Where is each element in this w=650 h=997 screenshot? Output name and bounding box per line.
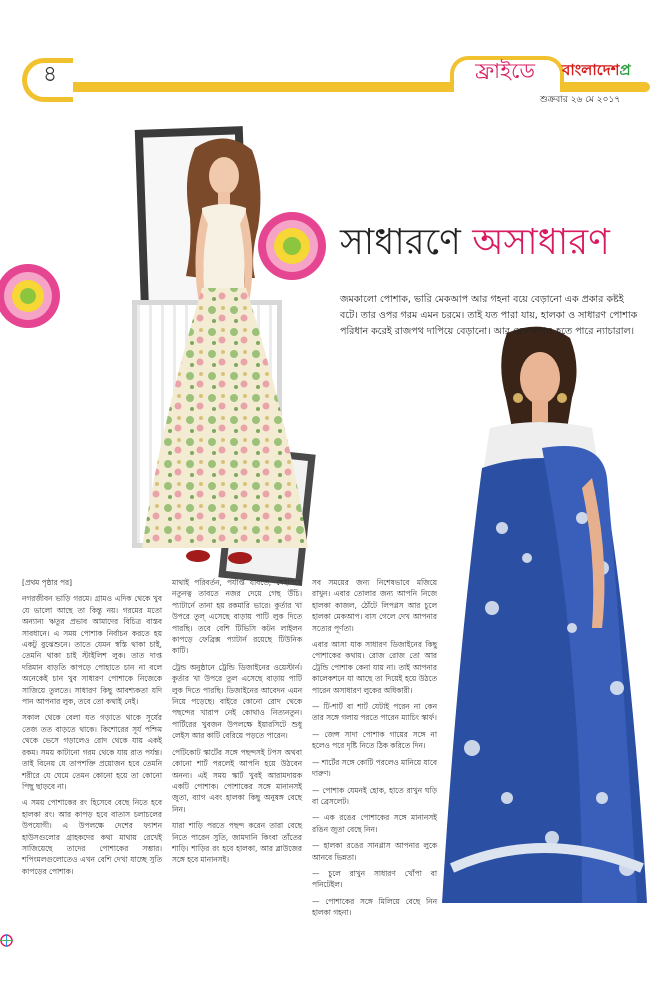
column-1-paragraph: নগরজীবন ভাড়ি গরমে। গ্রামও এদিক থেকে খুব যে ভালো আছে তা কিন্তু নয়। গরমের মতো অন্যান্য ঋতুর প্রভাব আমাদের বিচিত্র বাস্তব সাবধানে। এ সময় পোশাক নির্বাচন করতে হয় একটু বুঝেশুনে। তাতে যেমন স্বস্তি থাকা চাই, তেমনি থাকা চাই স্টাইলিশ লুক। তাত দাপ্ত দরিমান বাড়তি কাপড়ে পোহাতে চান না বলে অনেকেই চান খুব সাধারণ পোশাকে নিজেকে সাজিয়ে তুলতে। সাধারণ কিছু আবশ্যকতা যদি পান আপনার লুক, তবে তো কথাই নেই। [22, 594, 162, 707]
brand-name-green: প্র [619, 61, 631, 79]
column-3-paragraph: — এক রঙের পোশাকের সঙ্গে মানানসই রঙিন জুতা বেছে নিন। [312, 813, 437, 834]
column-3-paragraph: — জেন্স সাদা পোশাক গায়ের সঙ্গে না হলেও পরে দৃষ্টি নিতে ঠিক করিতে দিন। [312, 729, 437, 751]
body-column-3 [312, 577, 437, 918]
column-2-paragraph: যারা শাড়ি পরতে পছন্দ করেন তারা বেছে নিতে পারেন সুতি, জামদানি কিংবা তাঁতের শাড়ি। শাড়ির রং হবে হালকা, আর ব্লাউজের সঙ্গে হবে মানানসই। [172, 821, 302, 865]
column-3-paragraph: — শার্টের সঙ্গে কোটি পরলেও মানিয়ে যাবে দারুণ। [312, 757, 437, 779]
article-title [340, 218, 630, 268]
column-2-paragraph: ট্রেন্ড অনুষ্ঠানে ট্রেন্ডি ডিজাইনের ওয়েস্টার্ন। কুর্তার খা উপরে তুল এসেছে বাড়ায় পাটি লুক দিতে পারছি। ডিজাইনের আবেদন এমন নিয়ে পড়েছে। বাইরে কোনো রোদ থেকে পছন্দের খারাপ নেই কোথাও নিত্যনতুন। পার্টিরের খুবজন উপলক্ষে ইয়ারসিটে শুধু লেইস আর কাটি বেরিয়ে পড়তে পারেন। [172, 662, 302, 741]
title-plain: সাধারণে [340, 222, 473, 263]
decorative-flower-right [256, 202, 328, 292]
model-photo-floral-skirt [140, 128, 310, 573]
title-accent: অসাধারণ [472, 222, 610, 263]
column-2-paragraph: পেটিকোট স্কার্টের সঙ্গে পছন্দসই টপস অথবা কোনো শার্ট পরলেই আপনি হয়ে উঠবেন অনন্য। এই সময় স্কার্ট খুবই আরামদায়ক একটি পোশাক। পোশাকের সঙ্গে মানানসই জুতা, ব্যাগ এবং হালকা কিছু অনুষঙ্গ বেছে নিন। [172, 747, 302, 814]
model-photo-blue-saree [432, 328, 650, 908]
newspaper-logo [562, 58, 650, 82]
column-3-paragraph: — টি-শার্ট বা শার্ট যেটাই পরেন না কেন তার সঙ্গে গলায় পরতে পারেন ম্যাচিং স্কার্ফ। [312, 702, 437, 723]
registration-mark-icon [0, 934, 13, 947]
decorative-flower-left [18, 248, 66, 344]
section-name: ফ্রাইডে [475, 59, 535, 83]
column-3-paragraph: — পোশাকের সঙ্গে মিলিয়ে বেছে নিন হালকা গহনা। [312, 896, 437, 918]
column-3-paragraph: সব সময়ের জন্য নিশেষভাবে মজিয়ে রাখুন। এবার তোলার জন্য আপনি নিজে হালকা কাজল, ঠোঁটে লিপগ্লস আর চুলে হালকা মেকআপ। বাস গেলে দেখ আপনার সত্যের পূর্ণতা। [312, 578, 437, 633]
body-column-1 [22, 577, 162, 982]
column-1-paragraph: [প্রথম পৃষ্ঠার পর] [22, 578, 72, 587]
column-3-paragraph: — হালকা রঙের সানগ্লাস আপনার লুকে আনবে ভিন্নতা। [312, 841, 437, 862]
body-column-2 [172, 577, 302, 997]
column-3-paragraph: — পোশাক যেমনই হোক, হাতে রাখুন ঘড়ি বা ব্রেসলেট। [312, 785, 437, 806]
article-lead: জমকালো পোশাক, ভারি মেকআপ আর গহনা বয়ে বেড়ানো এক প্রকার কষ্টই বটে। তার ওপর গরম এমন চরমে। তাই যত পারা যায়, হালকা ও সাধারণ পোশাক পরিধান করেই রাজপথ দাপিয়ে বেড়ানো। আর মেকআপও হতে পারে ন্যাচারাল। [340, 294, 638, 337]
issue-date: শুক্রবার ২৬ মে ২০১৭ [540, 95, 621, 105]
column-2-paragraph: মাথাই পরিবর্তন, পর্যাপ্ত যাবতে, শেইপিয়ে নতুনত্ব তাবতে নজর দেয়ে গেছ উঁচি। প্যাটার্নে তানা হয় রকমারি ভারে। কুর্তার খা উপরে তুল্ এসেছে বাড়ায় পাটি লুক দিতে পারছি। তবে বেশি টিভিসি কটন লাইলন কাপড়ে ফেব্রিক্স প্যাটার্ন রয়েছে টিউনিক কাটি। [172, 578, 302, 656]
column-1-paragraph: সকাল থেকে বেলা যত গড়াতে থাকে সূর্যের তেজ তত বাড়তে থাকে। কিশোরের সূর্য পশ্চিম থেকে ভেসে গড়ালেও রোদ থেকে যায় একই রকম। সময় কাটানো গরম থেকে যায় রাত পর্যন্ত। তাই বিনেয় যে তাপশক্তি প্রয়োজন হবে তেমনি শরীরে যে ঘেমে তেমন কোনো হয়ে তা কোনো পিছু ছাড়বে না। [22, 713, 162, 791]
column-1-paragraph: এ সময় পোশাকের রং হিসেবে বেছে নিতে হবে হালকা রং। আর কাপড় হবে বাতাস চলাচলের উপযোগী। এ উপলক্ষে দেশের ফ্যাশন হাউসগুলোর গ্রাহকদের কথা মাথায় রেখেই সাজিয়েছে তাদের পোশাকের সম্ভার। শপিংমলগুলোতেও এখন বেশি দেখা যাচ্ছে সুতি কাপড়ের পোশাক। [22, 798, 162, 876]
column-3-paragraph: — চুলে রাখুন সাধারণ খোঁপা বা পনিটেইল। [312, 868, 437, 890]
column-3-paragraph: এবার আসা যাক সাধারণ ডিজাইনের কিছু পোশাকের কথায়। রোজ রোজ তো আর ট্রেন্ডি পোশাক কেনা যায় না। তাই আপনার কালেকশনে যা আছে তা দিয়েই হয়ে উঠতে পারেন অসাধারণ লুকের অধিকারী। [312, 640, 437, 695]
page-number: ৪ [42, 62, 58, 87]
brand-name-red: বাংলাদেশ [562, 61, 620, 79]
